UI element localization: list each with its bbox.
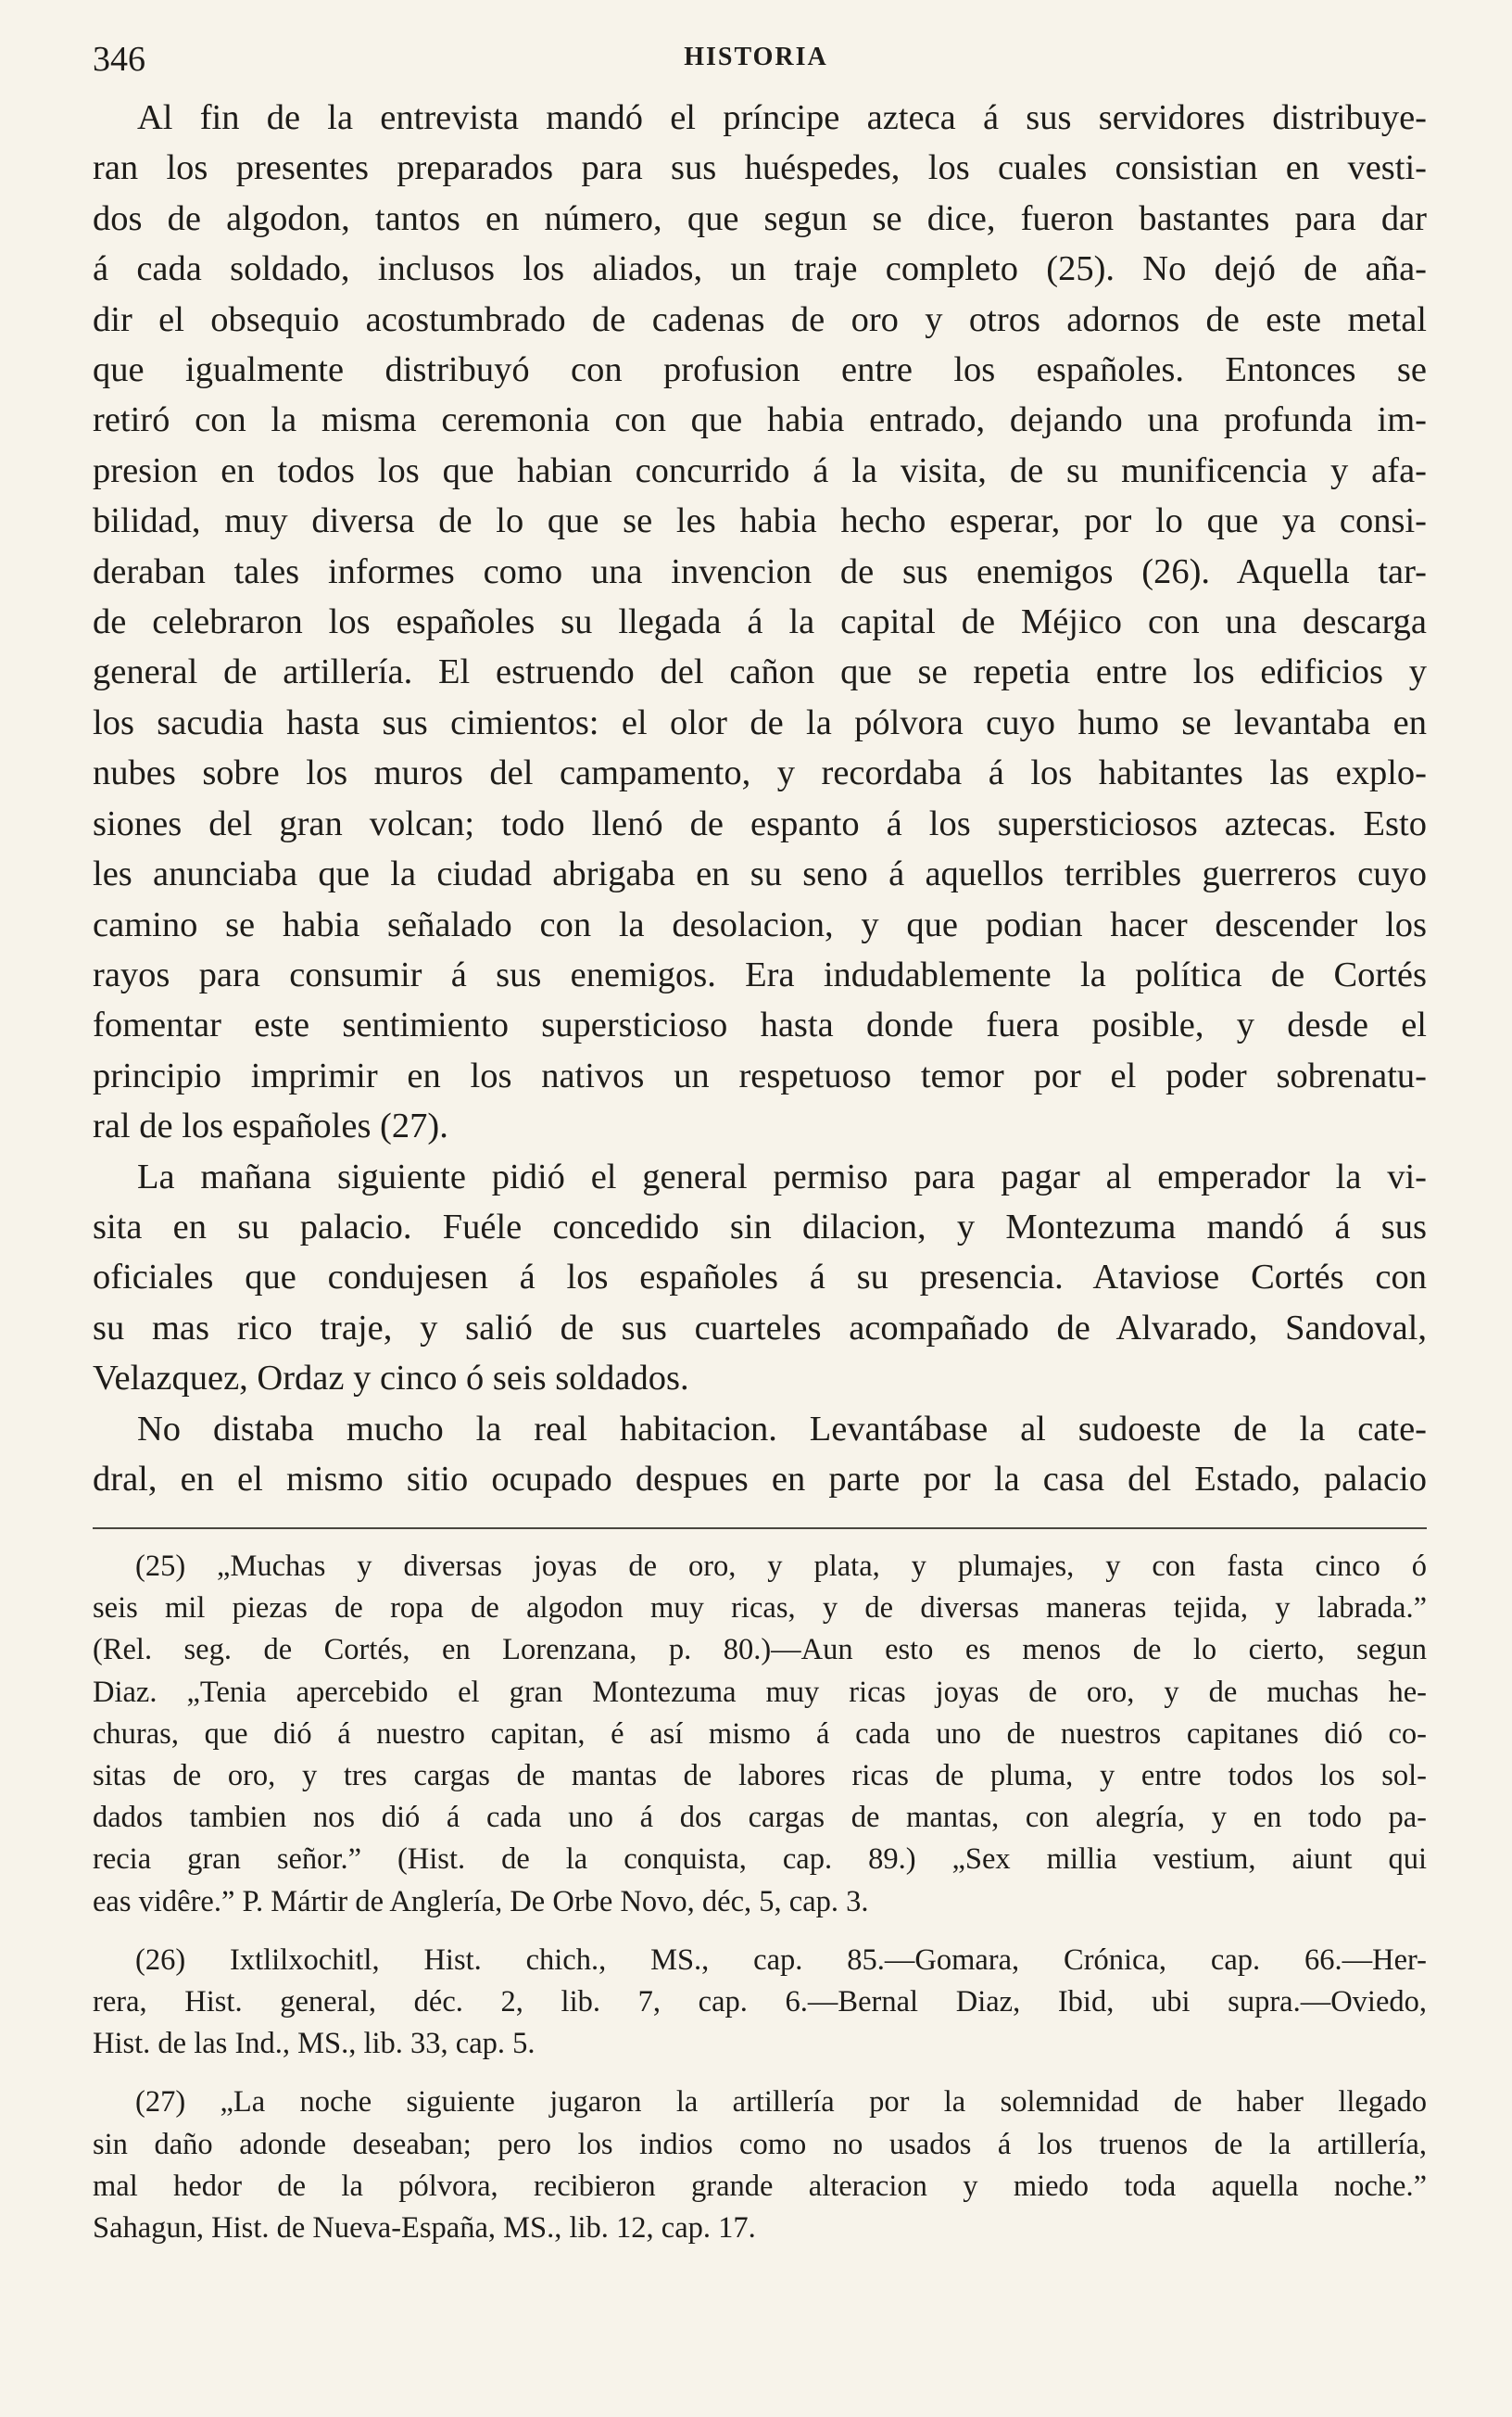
text-line: general de artillería. El estruendo del cañon que se repetia entre los edificios y [93,652,1427,692]
footnote-line: rera, Hist. general, déc. 2, lib. 7, cap. 6.—Bernal Diaz, Ibid, ubi supra.—Oviedo, [93,1985,1427,2019]
paragraph [93,1404,1427,1505]
paragraph [93,93,1427,1152]
footnotes [93,1546,1427,2249]
footnote [93,2082,1427,2249]
footnote-line: sin daño adonde deseaban; pero los indios como no usados á los truenos de la artillería, [93,2127,1427,2161]
text-line: ran los presentes preparados para sus huéspedes, los cuales consistian en vesti- [93,148,1427,188]
text-line: sita en su palacio. Fuéle concedido sin dilacion, y Montezuma mandó á sus [93,1207,1427,1246]
text-line: Al fin de la entrevista mandó el príncipe azteca á sus servidores distribuye- [137,98,1427,137]
page-header [0,0,1512,93]
footnote [93,1940,1427,2066]
running-head: HISTORIA [684,43,828,71]
footnote-line: Hist. de las Ind., MS., lib. 33, cap. 5. [93,2027,536,2061]
text-line: dral, en el mismo sitio ocupado despues en parte por la casa del Estado, palacio [93,1459,1427,1499]
footnote-line: eas vidêre.” P. Mártir de Anglería, De Orbe Novo, déc, 5, cap. 3. [93,1884,869,1918]
text-line: ral de los españoles (27). [93,1107,448,1146]
text-line: camino se habia señalado con la desolacion, y que podian hacer descender los [93,905,1427,944]
page-number: 346 [93,40,145,79]
footnote-line: Diaz. „Tenia apercebido el gran Montezuma muy ricas joyas de oro, y de muchas he- [93,1675,1427,1709]
footnote-line: sitas de oro, y tres cargas de mantas de labores ricas de pluma, y entre todos los sol- [93,1759,1427,1793]
text-line: los sacudia hasta sus cimientos: el olor de la pólvora cuyo humo se levantaba en [93,702,1427,742]
main-text [93,93,1427,1504]
footnote [93,1546,1427,1923]
footnote-rule [93,1527,1427,1529]
footnote-line: (25) „Muchas y diversas joyas de oro, y plata, y plumajes, y con fasta cinco ó [135,1550,1427,1583]
footnote-line: (26) Ixtlilxochitl, Hist. chich., MS., cap. 85.—Gomara, Crónica, cap. 66.—Her- [135,1942,1427,1977]
text-line: rayos para consumir á sus enemigos. Era indudablemente la política de Cortés [93,955,1427,994]
text-line: deraban tales informes como una invencion de sus enemigos (26). Aquella tar- [93,551,1427,591]
text-line: que igualmente distribuyó con profusion entre los españoles. Entonces se [93,350,1427,390]
text-line: su mas rico traje, y salió de sus cuarteles acompañado de Alvarado, Sandoval, [93,1308,1427,1348]
text-line: principio imprimir en los nativos un respetuoso temor por el poder sobrenatu- [93,1056,1427,1095]
footnote-line: mal hedor de la pólvora, recibieron grande alteracion y miedo toda aquella noche.” [93,2169,1427,2203]
text-line: Velazquez, Ordaz y cinco ó seis soldados. [93,1359,689,1398]
footnote-line: (27) „La noche siguiente jugaron la artillería por la solemnidad de haber llegado [135,2085,1427,2120]
footnote-line: Sahagun, Hist. de Nueva-España, MS., lib. 12, cap. 17. [93,2211,756,2246]
footnote-line: (Rel. seg. de Cortés, en Lorenzana, p. 80.)—Aun esto es menos de lo cierto, segun [93,1633,1427,1667]
footnote-line: recia gran señor.” (Hist. de la conquista, cap. 89.) „Sex millia vestium, aiunt qui [93,1842,1427,1877]
text-line: La mañana siguiente pidió el general permiso para pagar al emperador la vi- [137,1157,1427,1196]
text-line: presion en todos los que habian concurrido á la visita, de su munificencia y afa- [93,450,1427,490]
text-line: á cada soldado, inclusos los aliados, un traje completo (25). No dejó de aña- [93,249,1427,289]
text-line: les anunciaba que la ciudad abrigaba en su seno á aquellos terribles guerreros cuyo [93,854,1427,894]
footnote-line: churas, que dió á nuestro capitan, é así mismo á cada uno de nuestros capitanes dió co- [93,1716,1427,1751]
text-line: retiró con la misma ceremonia con que habia entrado, dejando una profunda im- [93,400,1427,440]
text-line: fomentar este sentimiento supersticioso hasta donde fuera posible, y desde el [93,1006,1427,1045]
text-line: nubes sobre los muros del campamento, y recordaba á los habitantes las explo- [93,753,1427,793]
text-line: siones del gran volcan; todo llenó de espanto á los supersticiosos aztecas. Esto [93,804,1427,843]
footnote-line: seis mil piezas de ropa de algodon muy ricas, y de diversas maneras tejida, y labrada.” [93,1591,1427,1626]
footnote-gap [93,1923,1427,1940]
paragraph [93,1152,1427,1404]
text-line: bilidad, muy diversa de lo que se les habia hecho esperar, por lo que ya consi- [93,501,1427,541]
text-line: oficiales que condujesen á los españoles á su presencia. Ataviose Cortés con [93,1258,1427,1297]
footnote-gap [93,2065,1427,2082]
text-line: dos de algodon, tantos en número, que segun se dice, fueron bastantes para dar [93,198,1427,238]
text-line: dir el obsequio acostumbrado de cadenas de oro y otros adornos de este metal [93,299,1427,339]
text-line: de celebraron los españoles su llegada á la capital de Méjico con una descarga [93,602,1427,642]
text-line: No distaba mucho la real habitacion. Levantábase al sudoeste de la cate- [137,1409,1427,1449]
footnote-line: dados tambien nos dió á cada uno á dos cargas de mantas, con alegría, y en todo pa- [93,1801,1427,1835]
